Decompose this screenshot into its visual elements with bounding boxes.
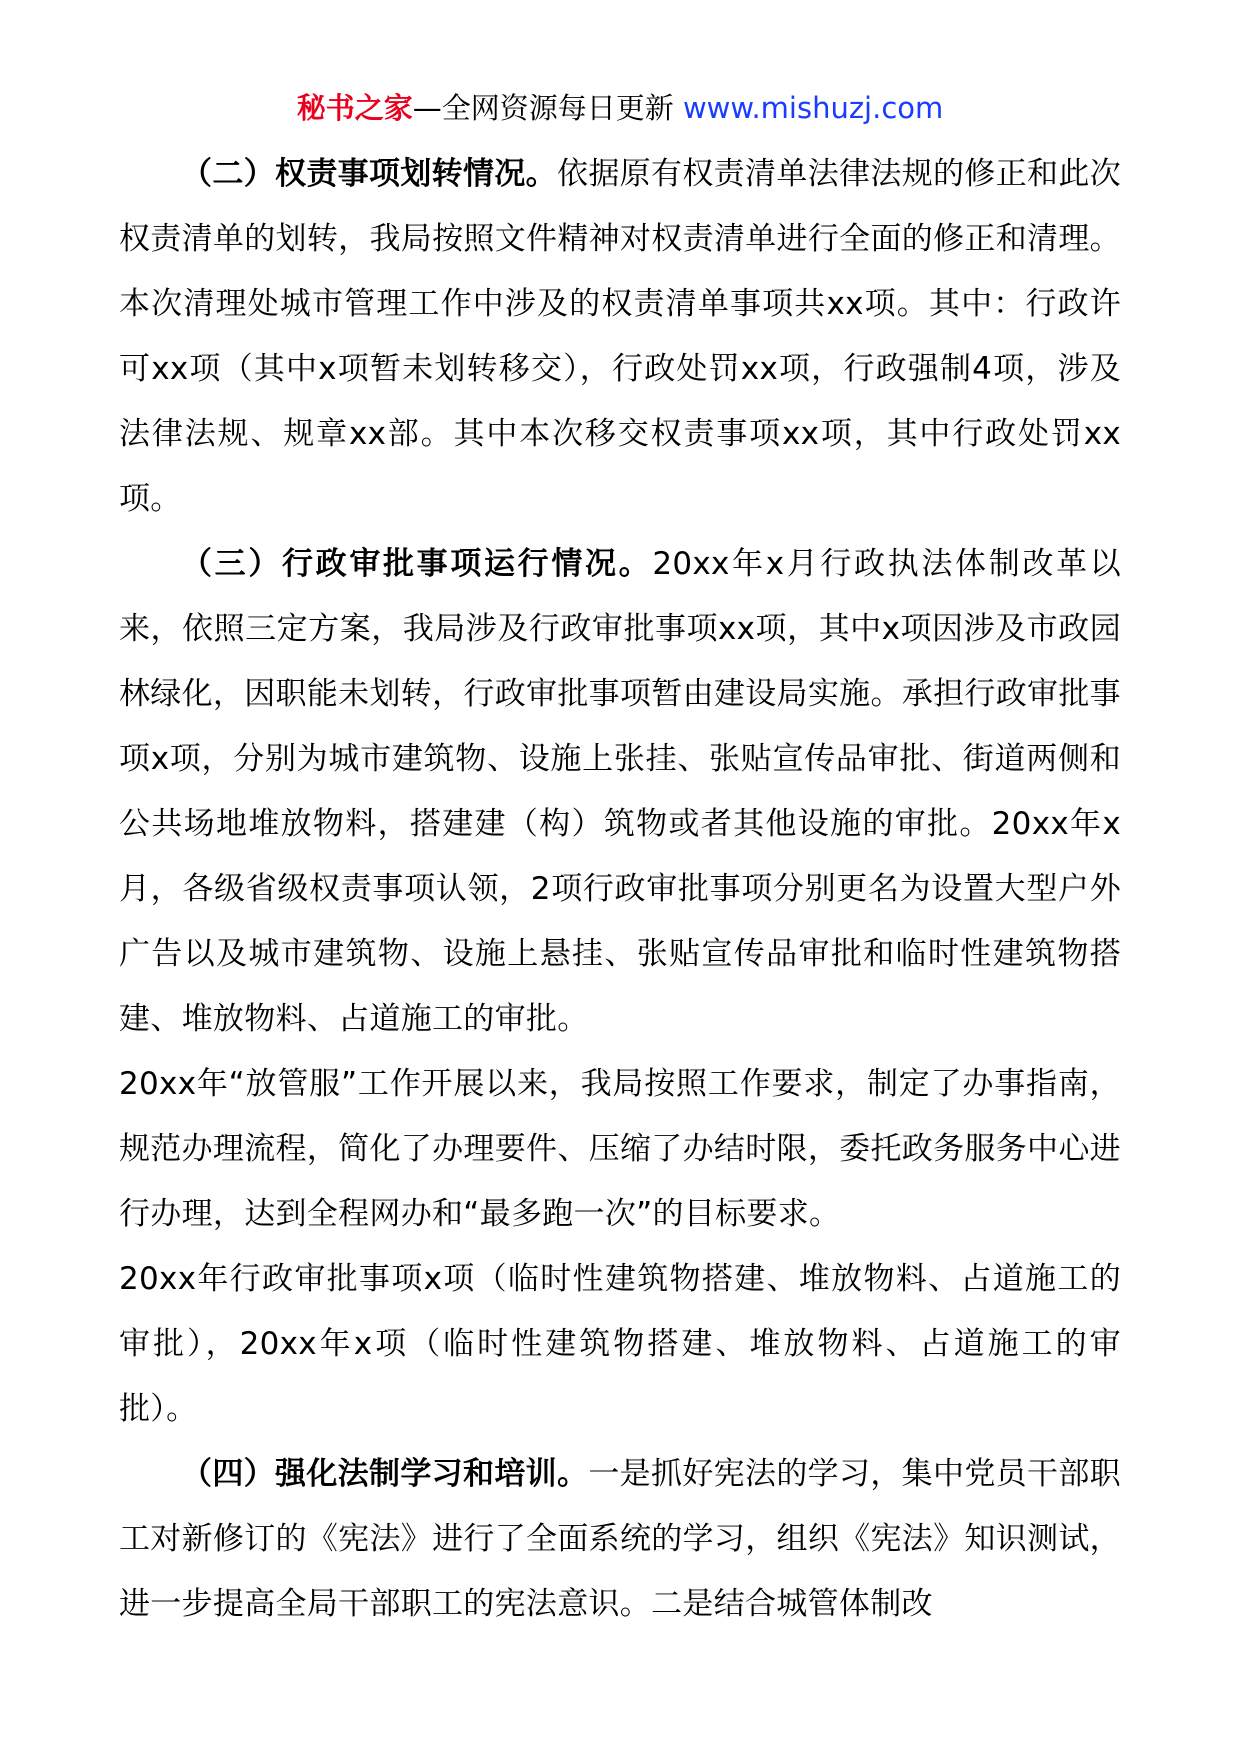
section-heading: （二）权责事项划转情况。: [181, 156, 558, 192]
site-header: [0, 88, 1240, 128]
paragraph-approval-items: [119, 532, 1121, 1052]
paragraph-text: 一是抓好宪法的学习，集中党员干部职工对新修订的《宪法》进行了全面系统的学习，组织《宪法》知识测试，进一步提高全局干部职工的宪法意识。二是结合城管体制改: [119, 1456, 1121, 1622]
paragraph-text: 20xx年行政审批事项x项（临时性建筑物搭建、堆放物料、占道施工的审批），20xx年x项（临时性建筑物搭建、堆放物料、占道施工的审批）。: [119, 1261, 1121, 1427]
paragraph-text: 20xx年“放管服”工作开展以来，我局按照工作要求，制定了办事指南，规范办理流程，简化了办理要件、压缩了办结时限，委托政务服务中心进行办理，达到全程网办和“最多跑一次”的目标要求。: [119, 1066, 1121, 1232]
paragraph-text: 依据原有权责清单法律法规的修正和此次权责清单的划转，我局按照文件精神对权责清单进行全面的修正和清理。本次清理处城市管理工作中涉及的权责清单事项共xx项。其中：行政许可xx项（其中x项暂未划转移交），行政处罚xx项，行政强制4项，涉及法律法规、规章xx部。其中本次移交权责事项xx项，其中行政处罚xx项。: [119, 156, 1121, 517]
paragraph-approval-counts: [119, 1247, 1121, 1442]
header-slogan: —全网资源每日更新: [412, 91, 674, 125]
section-heading: （四）强化法制学习和培训。: [181, 1456, 589, 1492]
paragraph-rights-transfer: [119, 142, 1121, 532]
document-body: [119, 142, 1121, 1637]
paragraph-legal-training: [119, 1442, 1121, 1637]
header-url-link[interactable]: www.mishuzj.com: [682, 91, 944, 125]
paragraph-text: 20xx年x月行政执法体制改革以来，依照三定方案，我局涉及行政审批事项xx项，其中x项因涉及市政园林绿化，因职能未划转，行政审批事项暂由建设局实施。承担行政审批事项x项，分别为城市建筑物、设施上张挂、张贴宣传品审批、街道两侧和公共场地堆放物料，搭建建（构）筑物或者其他设施的审批。20xx年x月，各级省级权责事项认领，2项行政审批事项分别更名为设置大型户外广告以及城市建筑物、设施上悬挂、张贴宣传品审批和临时性建筑物搭建、堆放物料、占道施工的审批。: [119, 546, 1121, 1037]
header-brand: 秘书之家: [296, 91, 413, 125]
section-heading: （三）行政审批事项运行情况。: [181, 546, 653, 582]
paragraph-fangguanfu: [119, 1052, 1121, 1247]
